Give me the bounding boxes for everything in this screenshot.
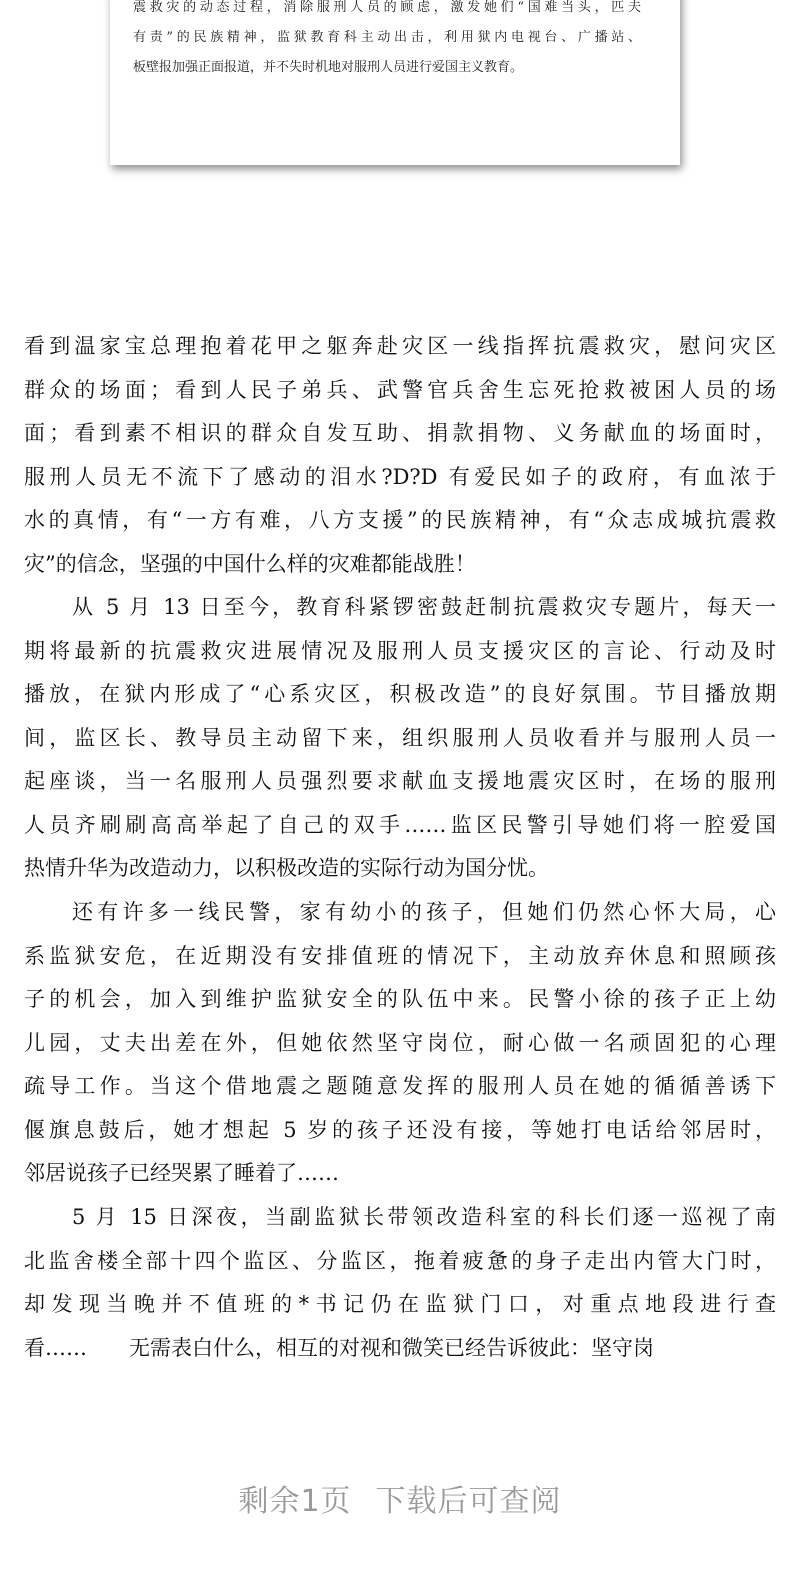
document-line: 从 5 月 13 日至今，教育科紧锣密鼓赶制抗震救灾专题片，每天一	[72, 595, 776, 619]
document-line: 邻居说孩子已经哭累了睡着了……	[24, 1161, 339, 1185]
remaining-pages-label: 剩余1页	[238, 1484, 352, 1519]
preview-line: 板壁报加强正面报道，并不失时机地对服刑人员进行爱国主义教育。	[133, 60, 524, 75]
document-line: 看…… 无需表白什么，相互的对视和微笑已经告诉彼此：坚守岗	[24, 1336, 654, 1360]
read-more-banner[interactable]	[0, 1476, 800, 1520]
document-line: 服刑人员无不流下了感动的泪水?D?D 有爱民如子的政府，有血浓于	[24, 465, 776, 489]
document-line: 热情升华为改造动力，以积极改造的实际行动为国分忧。	[24, 856, 549, 880]
document-preview-card	[110, 0, 680, 165]
document-line: 疏导工作。当这个借地震之题随意发挥的服刑人员在她的循循善诱下	[24, 1074, 776, 1098]
document-line: 北监舍楼全部十四个监区、分监区，拖着疲惫的身子走出内管大门时，	[24, 1249, 776, 1273]
document-line: 播放，在狱内形成了“心系灾区，积极改造”的良好氛围。节目播放期	[24, 682, 776, 706]
document-line: 人员齐刷刷高高举起了自己的双手……监区民警引导她们将一腔爱国	[24, 813, 776, 837]
document-line: 偃旗息鼓后，她才想起 5 岁的孩子还没有接，等她打电话给邻居时，	[24, 1118, 776, 1142]
preview-line: 震救灾的动态过程，消除服刑人员的顾虑，激发她们“国难当头，匹夫	[133, 0, 641, 15]
document-line: 起座谈，当一名服刑人员强烈要求献血支援地震灾区时，在场的服刑	[24, 769, 776, 793]
document-line: 5 月 15 日深夜，当副监狱长带领改造科室的科长们逐一巡视了南	[72, 1205, 776, 1229]
document-line: 面；看到素不相识的群众自发互助、捐款捐物、义务献血的场面时，	[24, 421, 776, 445]
document-line: 儿园，丈夫出差在外，但她依然坚守岗位，耐心做一名顽固犯的心理	[24, 1031, 776, 1055]
document-line: 灾”的信念，坚强的中国什么样的灾难都能战胜！	[24, 552, 476, 576]
preview-line: 有责”的民族精神，监狱教育科主动出击，利用狱内电视台、广播站、	[133, 30, 641, 45]
document-line: 却发现当晚并不值班的*书记仍在监狱门口，对重点地段进行查	[24, 1292, 776, 1316]
download-hint-label: 下载后可查阅	[375, 1484, 562, 1519]
document-line: 系监狱安危，在近期没有安排值班的情况下，主动放弃休息和照顾孩	[24, 944, 776, 968]
document-line: 群众的场面；看到人民子弟兵、武警官兵舍生忘死抢救被困人员的场	[24, 378, 776, 402]
document-line: 子的机会，加入到维护监狱安全的队伍中来。民警小徐的孩子正上幼	[24, 987, 776, 1011]
document-line: 间，监区长、教导员主动留下来，组织服刑人员收看并与服刑人员一	[24, 726, 776, 750]
document-line: 期将最新的抗震救灾进展情况及服刑人员支援灾区的言论、行动及时	[24, 639, 776, 663]
document-line: 水的真情，有“一方有难，八方支援”的民族精神，有“众志成城抗震救	[24, 508, 776, 532]
document-line: 看到温家宝总理抱着花甲之躯奔赴灾区一线指挥抗震救灾，慰问灾区	[24, 334, 776, 358]
document-line: 还有许多一线民警，家有幼小的孩子，但她们仍然心怀大局，心	[72, 900, 776, 924]
